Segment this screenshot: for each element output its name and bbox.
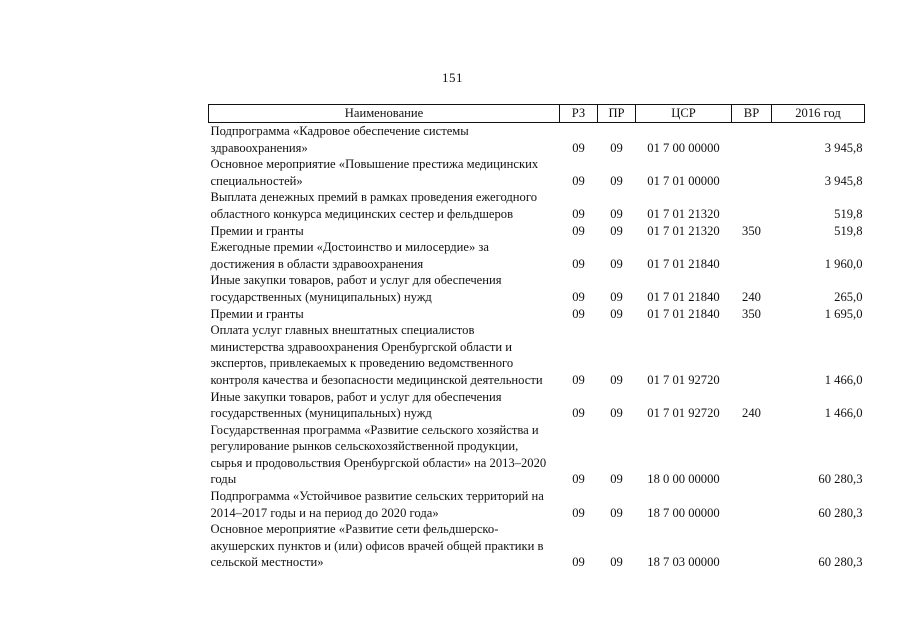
cell-rz: 09 (572, 173, 585, 188)
cell-csr: 18 0 00 00000 (647, 472, 720, 487)
cell-name: Оплата услуг главных внештатных специалистов министерства здравоохранения Оренбургской области и экспертов, привлекаемых к проведению ведомственного контроля качества и безопасности медицинской деятельности (210, 323, 543, 387)
cell-amount: 60 280,3 (818, 472, 863, 487)
cell-vr (732, 156, 772, 189)
table-row (209, 322, 865, 388)
cell-name: Иные закупки товаров, работ и услуг для обеспечения государственных (муниципальных) нужд (210, 389, 502, 421)
table-row (209, 306, 865, 323)
cell-pr: 09 (610, 289, 623, 304)
cell-name: Ежегодные премии «Достоинство и милосердие» за достижения в области здравоохранения (210, 240, 489, 271)
cell-amount: 519,8 (834, 206, 863, 221)
cell-rz: 09 (572, 140, 585, 155)
cell-amount: 3 945,8 (824, 140, 863, 155)
table-row (209, 123, 865, 157)
cell-vr (732, 488, 772, 521)
cell-rz: 09 (572, 306, 585, 321)
header-csr: ЦСР (636, 105, 732, 123)
cell-vr (732, 521, 772, 571)
cell-pr: 09 (610, 173, 623, 188)
cell-vr: 350 (742, 223, 761, 238)
cell-name: Премии и гранты (210, 306, 304, 321)
header-vr: ВР (732, 105, 772, 123)
table-row (209, 389, 865, 422)
cell-name: Подпрограмма «Кадровое обеспечение системы здравоохранения» (210, 124, 469, 155)
cell-csr: 01 7 01 21320 (647, 206, 720, 221)
cell-amount: 519,8 (834, 223, 863, 238)
cell-vr (732, 123, 772, 157)
cell-vr (732, 322, 772, 388)
cell-csr: 18 7 03 00000 (647, 555, 720, 570)
cell-vr (732, 189, 772, 222)
cell-name: Основное мероприятие «Развитие сети фельдшерско- акушерских пунктов и (или) офисов врачей общей практики в сельской местности» (210, 522, 544, 570)
cell-pr: 09 (610, 505, 623, 520)
table-row (209, 488, 865, 521)
cell-name: Подпрограмма «Устойчивое развитие сельских территорий на 2014–2017 годы и на период до 2020 года» (210, 489, 544, 520)
cell-csr: 01 7 01 00000 (647, 173, 720, 188)
cell-pr: 09 (610, 472, 623, 487)
cell-name: Основное мероприятие «Повышение престижа медицинских специальностей» (210, 157, 539, 188)
cell-pr: 09 (610, 372, 623, 387)
cell-amount: 60 280,3 (818, 505, 863, 520)
cell-name: Государственная программа «Развитие сельского хозяйства и регулирование рынков сельскохозяйственной продукции, сырья и продовольствия Оренбургской области» на 2013–2020 годы (210, 422, 547, 487)
cell-vr: 240 (742, 406, 761, 421)
cell-name: Премии и гранты (210, 223, 304, 238)
cell-csr: 01 7 01 92720 (647, 372, 720, 387)
header-name: Наименование (209, 105, 560, 123)
cell-csr: 01 7 01 21840 (647, 289, 720, 304)
table-row (209, 223, 865, 240)
cell-pr: 09 (610, 206, 623, 221)
header-rz: РЗ (560, 105, 598, 123)
cell-csr: 18 7 00 00000 (647, 505, 720, 520)
cell-rz: 09 (572, 256, 585, 271)
cell-rz: 09 (572, 406, 585, 421)
cell-rz: 09 (572, 289, 585, 304)
table-body (209, 123, 865, 572)
cell-rz: 09 (572, 555, 585, 570)
cell-name: Выплата денежных премий в рамках проведения ежегодного областного конкурса медицинских сестер и фельдшеров (210, 190, 537, 221)
header-year: 2016 год (772, 105, 865, 123)
header-pr: ПР (598, 105, 636, 123)
page-number: 151 (442, 70, 463, 85)
cell-pr: 09 (610, 406, 623, 421)
cell-vr (732, 422, 772, 488)
cell-csr: 01 7 01 21840 (647, 306, 720, 321)
cell-pr: 09 (610, 223, 623, 238)
header-row (209, 105, 865, 123)
cell-amount: 1 695,0 (824, 306, 863, 321)
cell-rz: 09 (572, 206, 585, 221)
table-row (209, 521, 865, 571)
table-row (209, 272, 865, 305)
cell-pr: 09 (610, 555, 623, 570)
table-row (209, 239, 865, 272)
table-row (209, 422, 865, 488)
table-row (209, 156, 865, 189)
cell-pr: 09 (610, 140, 623, 155)
cell-csr: 01 7 00 00000 (647, 140, 720, 155)
table-row (209, 189, 865, 222)
cell-vr: 240 (742, 289, 761, 304)
cell-rz: 09 (572, 372, 585, 387)
cell-rz: 09 (572, 505, 585, 520)
cell-amount: 1 466,0 (824, 372, 863, 387)
cell-amount: 1 466,0 (824, 406, 863, 421)
cell-vr (732, 239, 772, 272)
cell-csr: 01 7 01 92720 (647, 406, 720, 421)
cell-rz: 09 (572, 223, 585, 238)
cell-pr: 09 (610, 306, 623, 321)
cell-amount: 3 945,8 (824, 173, 863, 188)
table-header (209, 105, 865, 123)
cell-csr: 01 7 01 21840 (647, 256, 720, 271)
cell-amount: 265,0 (834, 289, 863, 304)
cell-amount: 60 280,3 (818, 555, 863, 570)
cell-csr: 01 7 01 21320 (647, 223, 720, 238)
cell-rz: 09 (572, 472, 585, 487)
cell-pr: 09 (610, 256, 623, 271)
cell-vr: 350 (742, 306, 761, 321)
cell-name: Иные закупки товаров, работ и услуг для обеспечения государственных (муниципальных) нужд (210, 273, 502, 304)
budget-table (208, 104, 865, 571)
cell-amount: 1 960,0 (824, 256, 863, 271)
